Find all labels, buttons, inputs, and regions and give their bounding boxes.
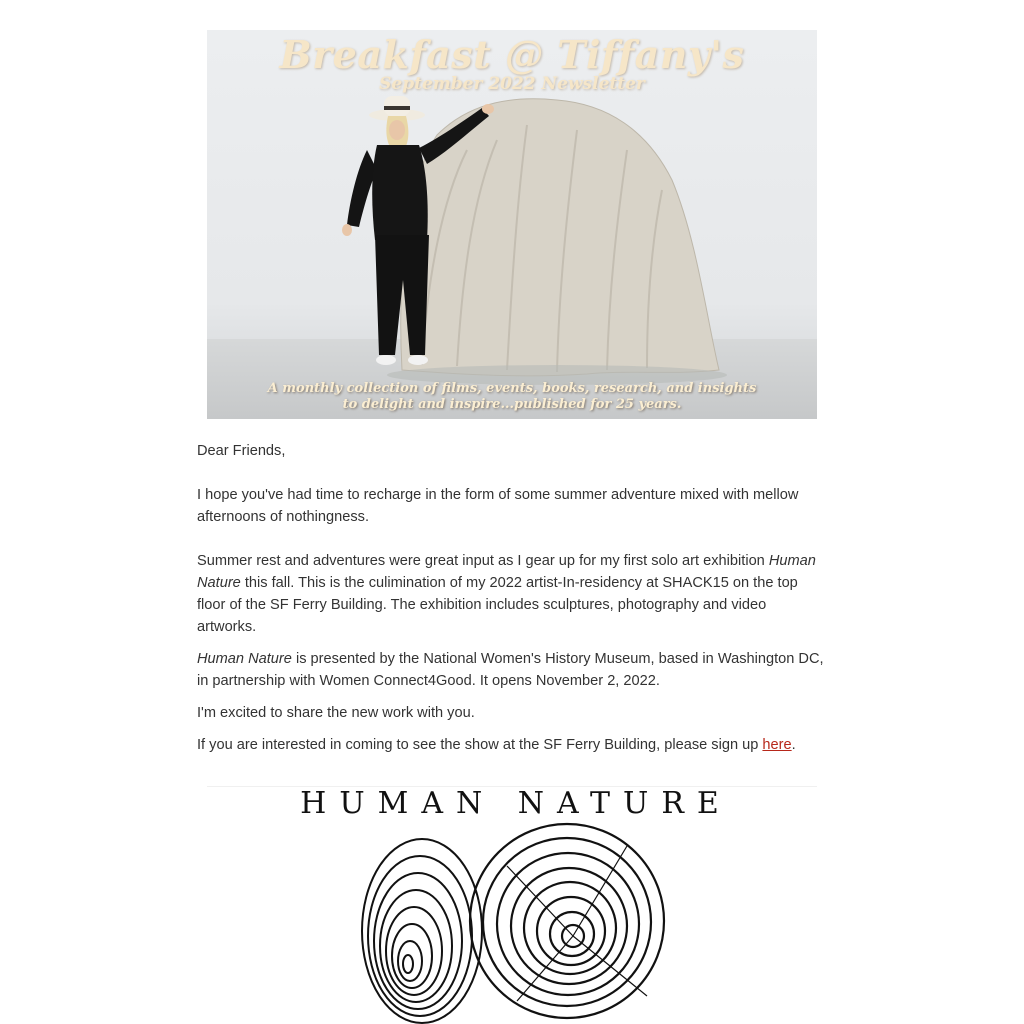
exhibition-title: Human Nature xyxy=(197,553,816,591)
tagline-line-2: to delight and inspire...published for 25 years. xyxy=(342,397,682,412)
presented-exhibition-title: Human Nature xyxy=(197,651,292,667)
human-nature-logo xyxy=(207,786,817,1024)
newsletter-body xyxy=(197,440,827,756)
newsletter-banner xyxy=(207,30,817,419)
excited-paragraph: I'm excited to share the new work with you. xyxy=(197,705,475,721)
newsletter-title: Breakfast @ Tiffany's xyxy=(279,32,745,77)
fingerprint-icon xyxy=(362,839,482,1023)
exhibition-text-start: Summer rest and adventures were great input as I gear up for my first solo art exhibition xyxy=(197,553,769,569)
greeting: Dear Friends, xyxy=(197,443,286,459)
presented-text: is presented by the National Women's History Museum, based in Washington DC, in partnership with Women Connect4Good. It opens November 2, 2022. xyxy=(197,651,824,689)
newsletter-subtitle: September 2022 Newsletter xyxy=(379,74,645,94)
tagline-line-1: A monthly collection of films, events, books, research, and insights xyxy=(267,381,757,396)
exhibition-paragraph xyxy=(197,550,827,638)
signup-paragraph xyxy=(197,734,827,756)
exhibition-text-end: this fall. This is the culimination of my 2022 artist-In-residency at SHACK15 on the top floor of the SF Ferry Building. The exhibition includes sculptures, photography and video artworks. xyxy=(197,575,798,635)
newsletter-tagline xyxy=(237,381,787,413)
signup-period: . xyxy=(791,737,796,753)
signup-here-link[interactable]: here xyxy=(762,737,792,753)
logo-title: HUMAN NATURE xyxy=(300,786,732,821)
presented-paragraph xyxy=(197,648,827,692)
tree-rings-icon xyxy=(470,824,664,1018)
intro-paragraph: I hope you've had time to recharge in the form of some summer adventure mixed with mellow afternoons of nothingness. xyxy=(197,487,799,525)
signup-text: If you are interested in coming to see the show at the SF Ferry Building, please sign up xyxy=(197,737,763,753)
fingerprint-and-tree-rings-graphic xyxy=(207,786,817,1024)
